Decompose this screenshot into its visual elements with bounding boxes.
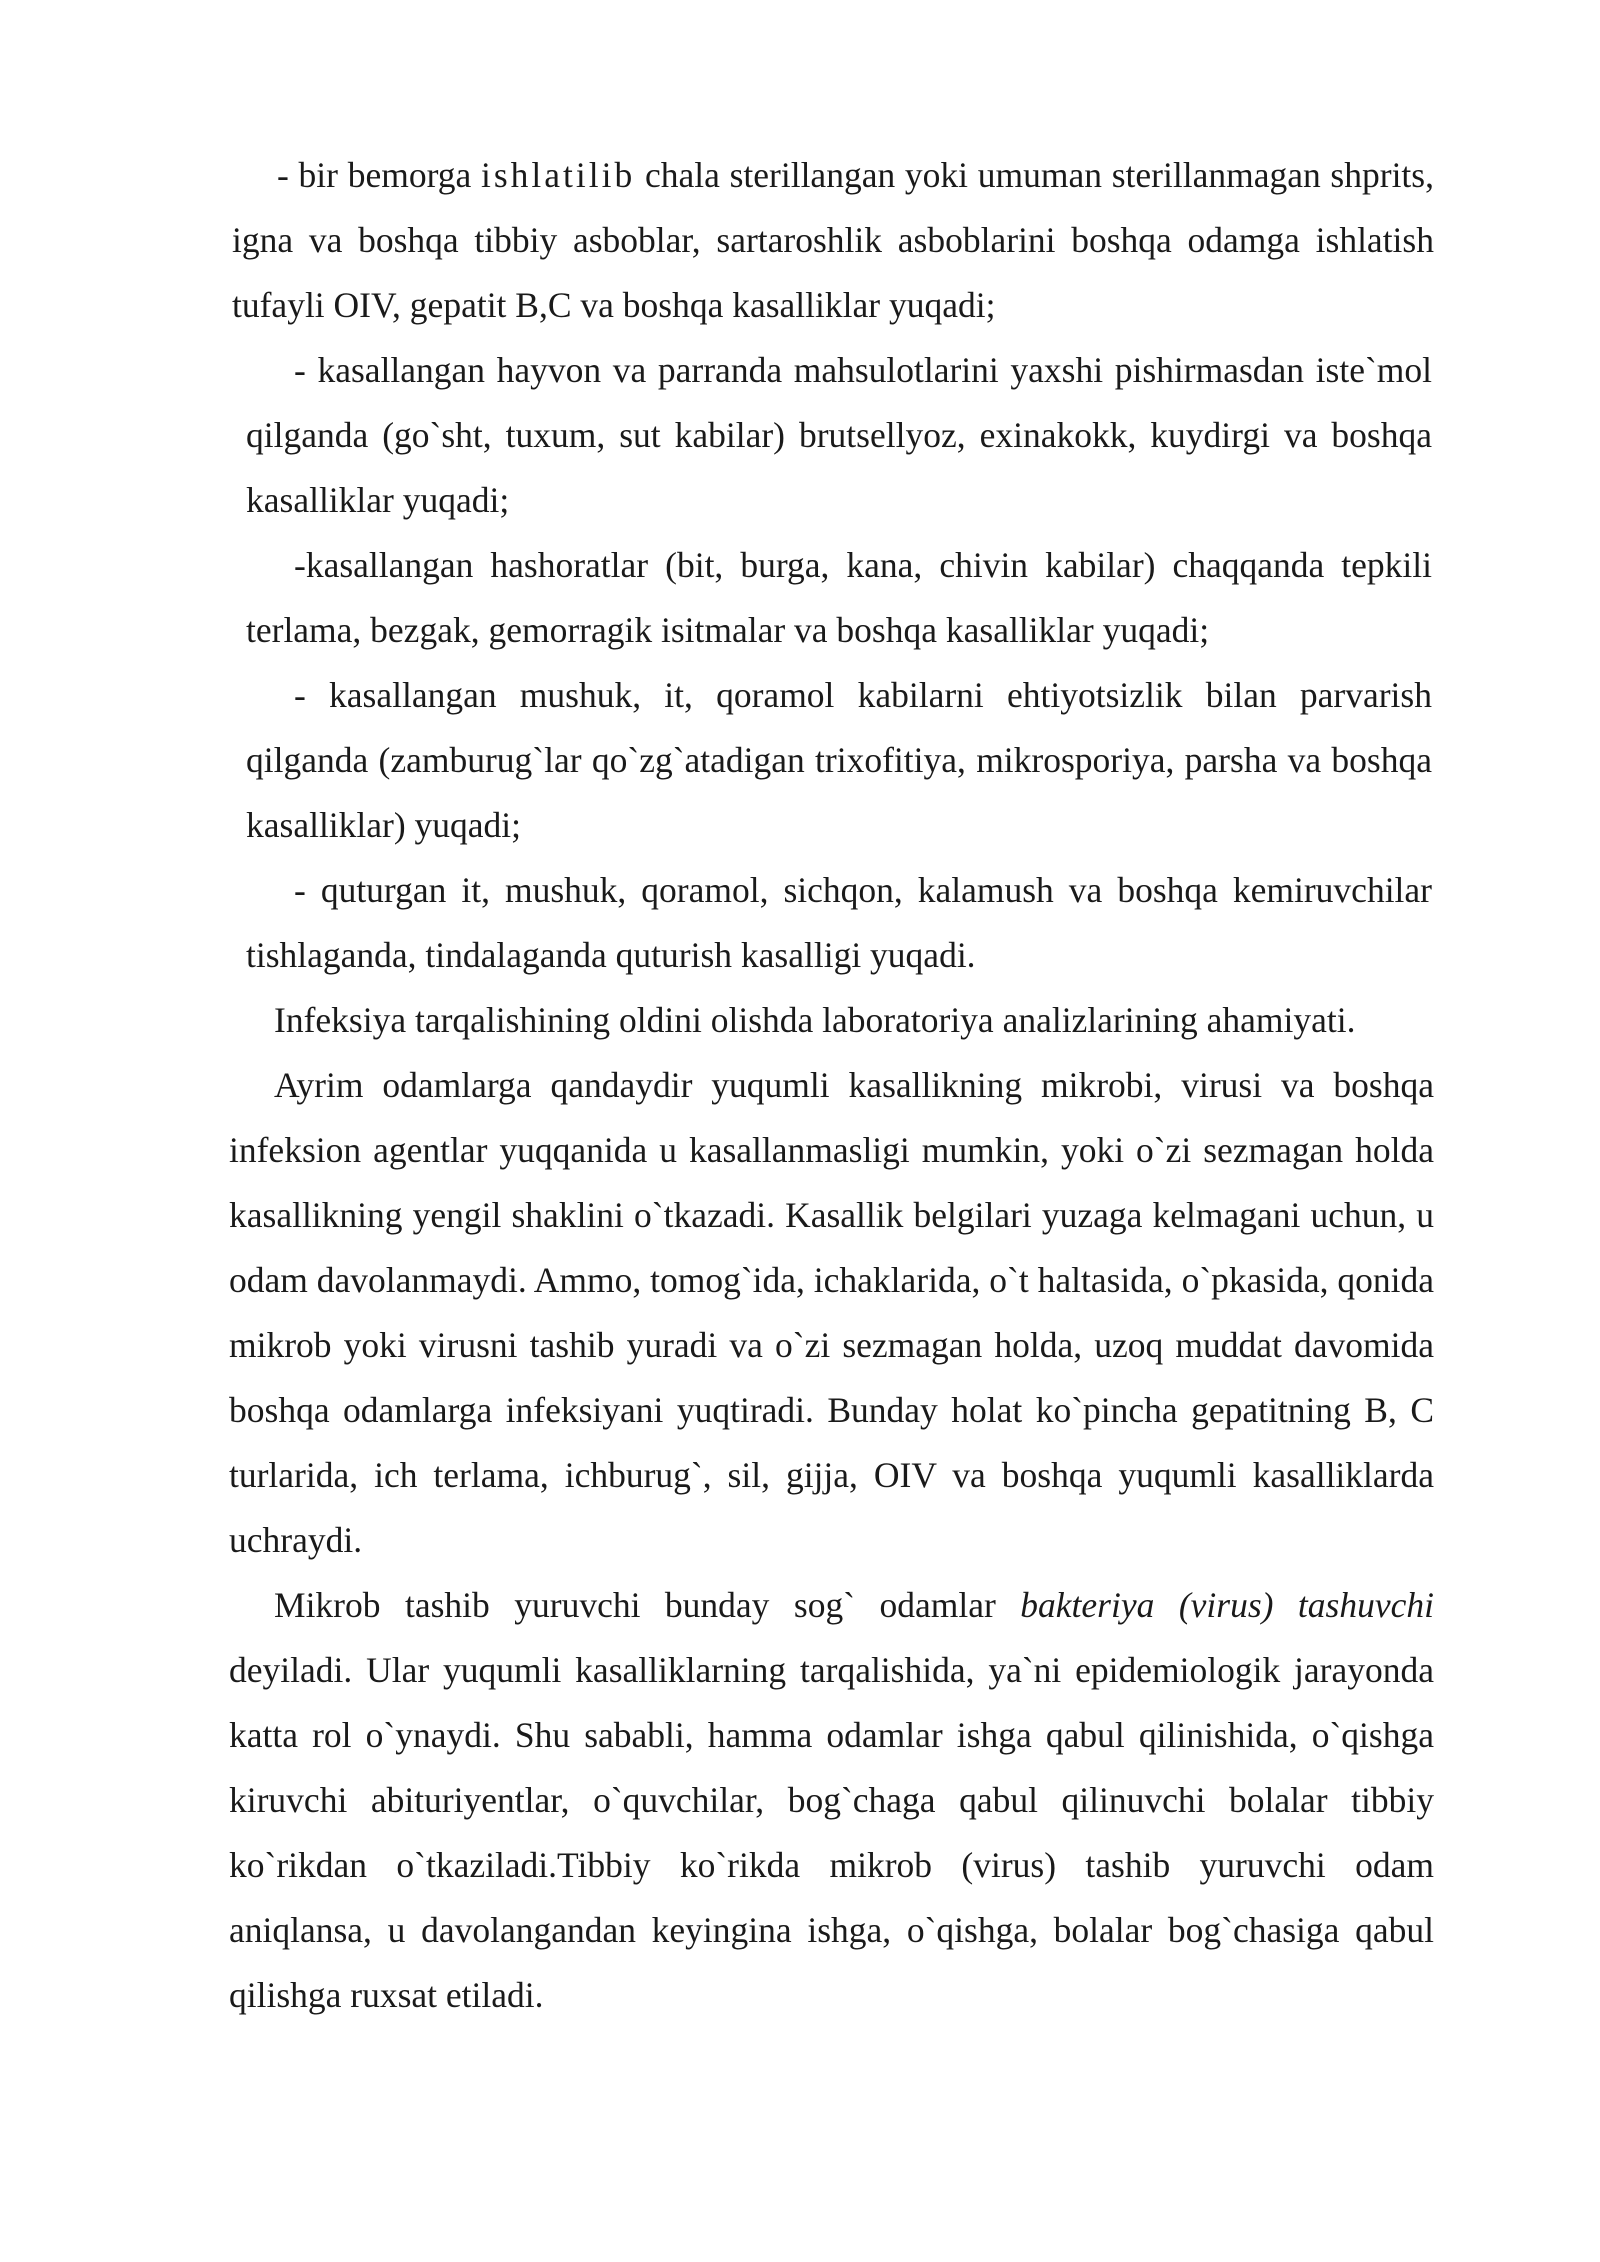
paragraph-lead: Mikrob tashib yuruvchi bunday sog` odamlar (274, 1585, 1021, 1625)
paragraph-lead: - bir bemorga (277, 155, 481, 195)
paragraph-text: -kasallangan hashoratlar (bit, burga, kana, chivin kabilar) chaqqanda tepkili terlama, bezgak, gemorragik isitmalar va boshqa kasalliklar yuqadi; (246, 545, 1432, 650)
paragraph-medical-checkup (229, 1573, 1434, 2028)
heading-text: Infeksiya tarqalishining oldini olishda laboratoriya analizlarining ahamiyati. (274, 1000, 1356, 1040)
paragraph-animal-products (246, 338, 1432, 533)
paragraph-rest: deyiladi. Ular yuqumli kasalliklarning tarqalishida, ya`ni epidemiologik jarayonda katta rol o`ynaydi. Shu sababli, hamma odamlar ishga qabul qilinishida, o`qishga kiruvchi abituriyentlar, o`quvchilar, bog`chaga qabul qilinuvchi bolalar tibbiy ko`rikdan o`tkaziladi.Tibbiy ko`rikda mikrob (virus) tashib yuruvchi odam aniqlansa, u davolangandan keyingina ishga, o`qishga, bolalar bog`chasiga qabul qilishga ruxsat etiladi. (229, 1650, 1434, 2015)
paragraph-insect-bites (246, 533, 1432, 663)
italic-term: bakteriya (virus) tashuvchi (1020, 1585, 1434, 1625)
paragraph-text: - kasallangan mushuk, it, qoramol kabilarni ehtiyotsizlik bilan parvarish qilganda (zamburug`lar qo`zg`atadigan trixofitiya, mikrosporiya, parsha va boshqa kasalliklar) yuqadi; (246, 675, 1432, 845)
paragraph-text: - kasallangan hayvon va parranda mahsulotlarini yaxshi pishirmasdan iste`mol qilganda (go`sht, tuxum, sut kabilar) brutsellyoz, exinakokk, kuydirgi va boshqa kasalliklar yuqadi; (246, 350, 1432, 520)
paragraph-pet-care (246, 663, 1432, 858)
paragraph-rabies (246, 858, 1432, 988)
paragraph-syringe-transmission (232, 143, 1434, 338)
spaced-word: ishlatilib (481, 155, 636, 195)
paragraph-carriers (229, 1053, 1434, 1573)
section-heading (229, 988, 1434, 1053)
paragraph-rest: chala sterillangan yoki umuman sterillanmagan shprits, igna va boshqa tibbiy asboblar, sartaroshlik asboblarini boshqa odamga ishlatish tufayli OIV, gepatit B,C va boshqa kasalliklar yuqadi; (232, 155, 1434, 325)
paragraph-text: Ayrim odamlarga qandaydir yuqumli kasallikning mikrobi, virusi va boshqa infeksion agentlar yuqqanida u kasallanmasligi mumkin, yoki o`zi sezmagan holda kasallikning yengil shaklini o`tkazadi. Kasallik belgilari yuzaga kelmagani uchun, u odam davolanmaydi. Ammo, tomog`ida, ichaklarida, o`t haltasida, o`pkasida, qonida mikrob yoki virusni tashib yuradi va o`zi sezmagan holda, uzoq muddat davomida boshqa odamlarga infeksiyani yuqtiradi. Bunday holat ko`pincha gepatitning B, C turlarida, ich terlama, ichburug`, sil, gijja, OIV va boshqa yuqumli kasalliklarda uchraydi. (229, 1065, 1434, 1560)
paragraph-text: - quturgan it, mushuk, qoramol, sichqon, kalamush va boshqa kemiruvchilar tishlaganda, tindalaganda quturish kasalligi yuqadi. (246, 870, 1432, 975)
